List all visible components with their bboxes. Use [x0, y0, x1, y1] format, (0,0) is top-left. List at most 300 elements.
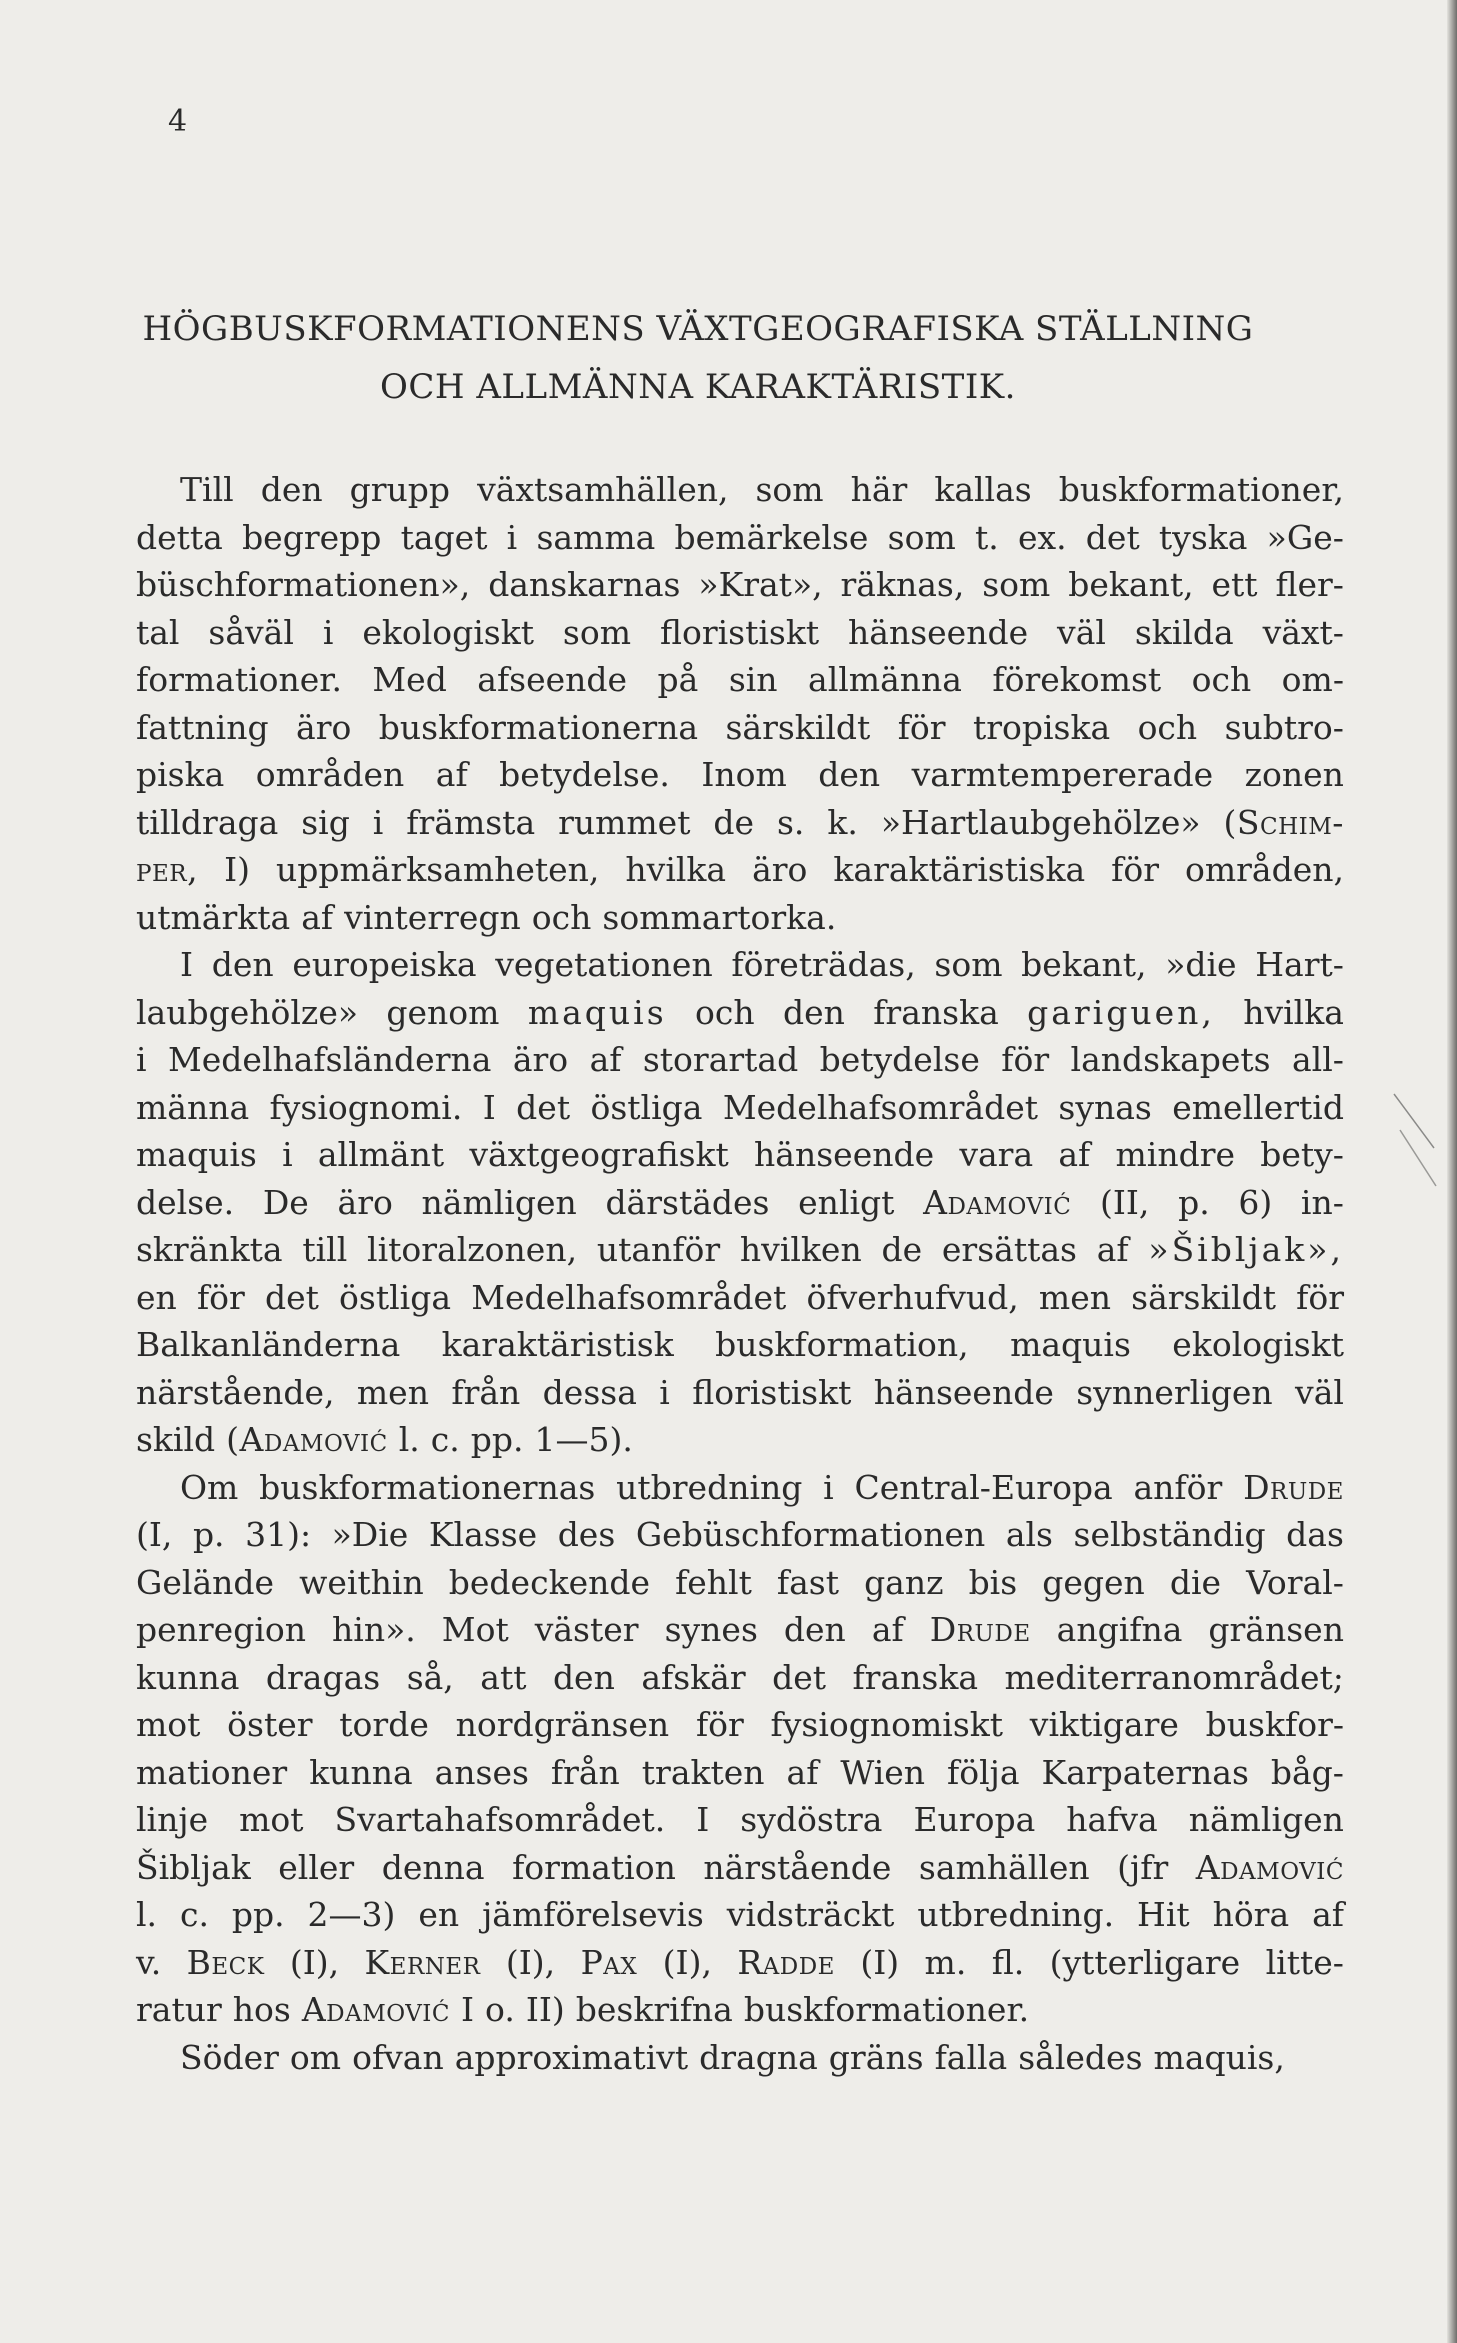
word: allmänt [317, 1135, 445, 1174]
word: i [506, 517, 518, 557]
text-line-32 [136, 1939, 1344, 1987]
word: vara [959, 1135, 1034, 1174]
word: tropiska [972, 707, 1111, 747]
word: des [557, 1515, 616, 1554]
word: äro [512, 1040, 569, 1079]
word: ekologiskt [362, 612, 534, 652]
word: synas [1058, 1087, 1152, 1127]
word: penregion [136, 1610, 307, 1649]
word: das [1286, 1515, 1344, 1554]
word: äro [752, 850, 808, 889]
word: ekologiskt [1172, 1325, 1344, 1364]
word: närstående [703, 1847, 892, 1887]
word: särskildt [725, 707, 871, 747]
word: Inom [701, 755, 787, 794]
word: om- [1281, 660, 1344, 699]
word: väl [1057, 612, 1106, 652]
word: som [934, 945, 1003, 984]
word: Klasse [428, 1515, 538, 1554]
text-line-14 [136, 1084, 1344, 1132]
word: skild [136, 1420, 216, 1459]
word: sommartorka. [602, 897, 837, 937]
text-line-11 [136, 941, 1344, 989]
word: i [136, 1040, 147, 1079]
word: all- [1292, 1040, 1344, 1079]
word: I [482, 1087, 496, 1127]
word: litoralzonen, [367, 1230, 578, 1269]
word: l. [136, 1895, 158, 1934]
word: maquis [1010, 1325, 1131, 1364]
word: bemärkelse [674, 517, 869, 557]
word: p. [1178, 1182, 1210, 1222]
word: (I) [860, 1942, 900, 1982]
text-line-1 [136, 466, 1344, 514]
word: II) [525, 1990, 565, 2029]
word: detta [136, 517, 223, 557]
word: die [1169, 1562, 1222, 1602]
word: bekant, [1068, 565, 1194, 604]
word: hvilka [625, 850, 727, 889]
word: buskformationerna [378, 707, 699, 747]
word: växtsamhällen, [477, 470, 729, 509]
word: laubgehölze» [136, 992, 359, 1032]
word: mediterranområdet; [1004, 1657, 1344, 1697]
word: varmtempererade [911, 755, 1214, 794]
word: Adamović [1195, 1847, 1344, 1887]
word: skränkta [136, 1230, 283, 1269]
word: Om [180, 1467, 239, 1507]
word: t. [974, 517, 999, 557]
word: i [372, 802, 384, 842]
word: büschformationen», [136, 565, 471, 604]
word: gariguen, [1027, 992, 1215, 1032]
word: »Hartlaubgehölze» [880, 802, 1201, 842]
word: piska [136, 755, 225, 794]
word: buskformationernas [259, 1467, 596, 1507]
word: ofvan [352, 2037, 444, 2077]
word: äro [337, 1182, 393, 1222]
word: af [301, 897, 334, 937]
word: Voral- [1246, 1562, 1344, 1602]
word: hänseende [754, 1135, 935, 1174]
word: skilda [1134, 612, 1234, 652]
text-line-7 [136, 751, 1344, 799]
word: (I), [662, 1942, 712, 1982]
word: synes [664, 1610, 758, 1649]
word: (I, [136, 1515, 173, 1554]
word: franska [873, 992, 999, 1032]
word: utbredning. [917, 1895, 1115, 1934]
word: enligt [798, 1182, 895, 1222]
word: I [180, 945, 194, 984]
word: allmänna [808, 660, 962, 699]
text-line-10 [136, 894, 1344, 942]
word: fl. [991, 1942, 1025, 1982]
word: Gelände [136, 1562, 275, 1602]
word: danskarnas [488, 565, 681, 604]
word: gräns [828, 2037, 924, 2077]
word: tyska [1158, 517, 1248, 557]
word: v. [136, 1942, 162, 1982]
text-line-21 [136, 1416, 1344, 1464]
word: 1—5). [534, 1420, 633, 1459]
word: männa [136, 1087, 250, 1127]
text-line-31 [136, 1891, 1344, 1939]
word: det [264, 1277, 319, 1317]
word: i [322, 612, 334, 652]
word: båg- [1270, 1752, 1344, 1792]
word: bis [968, 1562, 1018, 1602]
word: buskformationer, [1058, 470, 1344, 509]
word: betydelse. [499, 755, 670, 794]
word: l. [398, 1420, 420, 1459]
text-line-24 [136, 1559, 1344, 1607]
word: växtgeografiskt [469, 1135, 729, 1174]
word: utmärkta [136, 897, 291, 937]
word: dragna [699, 2037, 818, 2077]
word: från [550, 1752, 620, 1792]
word: ersättas [941, 1230, 1077, 1269]
word: hänseende [873, 1372, 1054, 1412]
word: som [982, 565, 1051, 604]
word: af [1312, 1895, 1344, 1934]
word: Medelhafsområdet [722, 1087, 1038, 1127]
word: Europa [913, 1800, 1036, 1839]
word: fattning [136, 707, 269, 747]
text-line-22 [136, 1464, 1344, 1512]
word: Mot [441, 1610, 509, 1649]
word: als [1005, 1515, 1053, 1554]
word: den [211, 945, 274, 984]
text-line-17 [136, 1226, 1344, 1274]
text-line-28 [136, 1749, 1344, 1797]
word: räknas, [840, 565, 965, 604]
word: Drude [929, 1610, 1031, 1649]
word: för [1111, 850, 1159, 889]
word: särskildt [1131, 1277, 1276, 1317]
word: weithin [299, 1562, 424, 1602]
word: sig [301, 802, 350, 842]
word: formation [512, 1847, 676, 1887]
word: af [1058, 1135, 1091, 1174]
word: 31): [245, 1515, 312, 1554]
word: k. [827, 802, 858, 842]
word: dessa [542, 1372, 637, 1412]
word: genom [386, 992, 500, 1032]
word: Pax [580, 1942, 638, 1982]
word: väl [1295, 1372, 1344, 1412]
word: Hit [1137, 1895, 1190, 1934]
word: öfverhufvud, [806, 1277, 1019, 1317]
word: gegen [1042, 1562, 1145, 1602]
text-line-8 [136, 799, 1344, 847]
word: den [782, 992, 845, 1032]
word: floristiskt [659, 612, 820, 652]
word: här [850, 470, 908, 509]
word: fysiognomi. [269, 1087, 463, 1127]
text-line-16 [136, 1179, 1344, 1227]
word: (II, [1099, 1182, 1150, 1222]
word: 6) [1238, 1182, 1273, 1222]
word: den [783, 1610, 846, 1649]
word: som [755, 470, 824, 509]
word: företrädas, [731, 945, 916, 984]
word: formationer. [136, 660, 342, 699]
text-line-3 [136, 561, 1344, 609]
text-line-33 [136, 1986, 1344, 2034]
word: buskformation, [715, 1325, 969, 1364]
word: falla [934, 2037, 1008, 2077]
word: om [289, 2037, 342, 2077]
word: för [196, 1277, 245, 1317]
word: anför [1133, 1467, 1223, 1507]
word: »die [1165, 945, 1237, 984]
word: jämförelsevis [482, 1895, 704, 1934]
text-line-6 [136, 704, 1344, 752]
word: ex. [1017, 517, 1067, 557]
word: eller [278, 1847, 355, 1887]
word: därstädes [605, 1182, 770, 1222]
word: europeiska [292, 945, 477, 984]
word: c. [430, 1420, 460, 1459]
text-line-34 [136, 2034, 1344, 2082]
word: gränsen [1208, 1610, 1344, 1649]
text-line-26 [136, 1654, 1344, 1702]
word: och [695, 992, 755, 1032]
word: Drude [1243, 1467, 1344, 1507]
word: landskapets [1070, 1040, 1271, 1079]
text-line-25 [136, 1606, 1344, 1654]
word: Central-Europa [854, 1467, 1113, 1507]
word: maquis, [1153, 2037, 1285, 2077]
word: således [1018, 2037, 1143, 2077]
word: betydelse [819, 1040, 980, 1079]
word: tal [136, 612, 180, 652]
word: men [1038, 1277, 1111, 1317]
word: vinterregn [344, 897, 521, 937]
word: litte- [1265, 1942, 1344, 1982]
word: storartad [642, 1040, 799, 1079]
heading-line-1: HÖGBUSKFORMATIONENS VÄXTGEOGRAFISKA STÄLLNING [142, 309, 1254, 349]
word: de [713, 802, 755, 842]
word: o. [485, 1990, 515, 2029]
text-line-27 [136, 1701, 1344, 1749]
word: subtro- [1224, 707, 1344, 747]
word: ganz [864, 1562, 944, 1602]
word: trakten [641, 1752, 765, 1792]
word: af [786, 1752, 819, 1792]
text-line-9 [136, 846, 1344, 894]
word: en [418, 1895, 460, 1934]
word: för [897, 707, 946, 747]
text-line-23 [136, 1511, 1344, 1559]
word: hin». [332, 1610, 416, 1649]
word: hvilken [739, 1230, 862, 1269]
text-line-2 [136, 514, 1344, 562]
word: m. [924, 1942, 967, 1982]
word: per, [136, 850, 199, 889]
word: områden [255, 755, 405, 794]
word: hafva [1066, 1800, 1158, 1839]
word: (Adamović [226, 1420, 388, 1459]
word: samhällen [918, 1847, 1090, 1887]
word: fehlt [675, 1562, 752, 1602]
word: fysiognomiskt [770, 1705, 1004, 1744]
text-line-5 [136, 656, 1344, 704]
word: i [823, 1467, 834, 1507]
word: karaktäristisk [441, 1325, 674, 1364]
word: af [871, 1610, 904, 1649]
word: »Die [331, 1515, 409, 1554]
word: linje [136, 1800, 209, 1839]
word: Söder [180, 2037, 279, 2077]
word: såväl [208, 612, 294, 652]
word: rummet [558, 802, 691, 842]
word: De [262, 1182, 309, 1222]
word: till [302, 1230, 348, 1269]
word: hvilka [1243, 992, 1344, 1032]
word: Gebüschformationen [635, 1515, 986, 1554]
word: I) [224, 850, 250, 889]
word: främsta [406, 802, 536, 842]
word: Balkanländerna [136, 1325, 401, 1364]
chapter-heading [128, 300, 1268, 416]
heading-line-2: OCH ALLMÄNNA KARAKTÄRISTIK. [380, 367, 1016, 407]
word: 2—3) [307, 1895, 396, 1934]
text-line-30 [136, 1844, 1344, 1892]
word: så, [406, 1657, 454, 1697]
word: (ytterligare [1049, 1942, 1241, 1982]
word: kunna [309, 1752, 413, 1792]
word: Karpaternas [1041, 1752, 1249, 1792]
word: det [1085, 517, 1140, 557]
word: denna [381, 1847, 485, 1887]
word: den [552, 1657, 615, 1697]
word: bekant, [1021, 945, 1147, 984]
word: Adamović [923, 1182, 1072, 1222]
word: hänseende [848, 612, 1029, 652]
word: vidsträckt [726, 1895, 895, 1934]
word: Šibljak [136, 1847, 251, 1887]
word: I [461, 1990, 475, 2029]
word: höra [1212, 1895, 1290, 1934]
word: pp. [231, 1895, 285, 1934]
word: väster [534, 1610, 639, 1649]
word: zonen [1244, 755, 1344, 794]
word: som [887, 517, 956, 557]
word: synnerligen [1076, 1372, 1273, 1412]
word: dragas [265, 1657, 381, 1697]
word: från [451, 1372, 521, 1412]
word: mindre [1115, 1135, 1235, 1174]
word: mot [239, 1800, 304, 1839]
word: delse. [136, 1182, 235, 1222]
word: och [531, 897, 592, 937]
word: kallas [934, 470, 1032, 509]
text-line-13 [136, 1036, 1344, 1084]
word: för [695, 1705, 744, 1744]
text-line-19 [136, 1321, 1344, 1369]
word: Medelhafsländerna [167, 1040, 492, 1079]
word: (jfr [1117, 1847, 1169, 1887]
word: det [516, 1087, 571, 1127]
word: approximativt [454, 2037, 689, 2077]
word: nordgränsen [455, 1705, 670, 1744]
word: emellertid [1172, 1087, 1344, 1127]
word: franska [852, 1657, 978, 1697]
text-line-18 [136, 1274, 1344, 1322]
word: in- [1300, 1182, 1344, 1222]
text-line-29 [136, 1796, 1344, 1844]
word: närstående, [136, 1372, 335, 1412]
word: Med [372, 660, 447, 699]
word: hos [232, 1990, 291, 2029]
word: äro [296, 707, 352, 747]
word: maquis [527, 992, 667, 1032]
word: fast [776, 1562, 840, 1602]
word: anses [434, 1752, 529, 1792]
word: tilldraga [136, 802, 279, 842]
word: på [657, 660, 699, 699]
word: områden, [1184, 850, 1344, 889]
body-text [136, 466, 1344, 2081]
word: Beck [186, 1942, 265, 1982]
word: utbredning [616, 1467, 803, 1507]
word: taget [400, 517, 488, 557]
word: Medelhafsområdet [471, 1277, 787, 1317]
word: i [659, 1372, 670, 1412]
word: östliga [339, 1277, 452, 1317]
word: och [1191, 660, 1252, 699]
word: maquis [136, 1135, 257, 1174]
word: de [881, 1230, 923, 1269]
word: Wien [840, 1752, 926, 1792]
page-edge-shadow [1447, 0, 1457, 2343]
word: c. [179, 1895, 209, 1934]
word: »Šibljak», [1148, 1230, 1344, 1269]
word: i [282, 1135, 293, 1174]
word: utanför [596, 1230, 721, 1269]
margin-pencil-mark [1390, 1090, 1440, 1190]
word: mot [136, 1705, 201, 1744]
word: vegetationen [495, 945, 713, 984]
word: Svartahafsområdet. [334, 1800, 666, 1839]
word: Radde [737, 1942, 835, 1982]
word: p. [192, 1515, 225, 1554]
word: begrepp [242, 517, 382, 557]
word: en [136, 1277, 177, 1317]
word: af [435, 755, 468, 794]
word: viktigare [1029, 1705, 1179, 1744]
word: afseende [477, 660, 628, 699]
word: men [356, 1372, 429, 1412]
word: följa [947, 1752, 1020, 1792]
text-line-20 [136, 1369, 1344, 1417]
word: ratur [136, 1990, 222, 2029]
word: Adamović [301, 1990, 450, 2029]
word: Kerner [364, 1942, 481, 1982]
word: (I), [505, 1942, 556, 1982]
word: att [480, 1657, 527, 1697]
text-line-15 [136, 1131, 1344, 1179]
word: buskfor- [1205, 1705, 1344, 1744]
word: fler- [1275, 565, 1344, 604]
word: »Ge- [1266, 517, 1344, 557]
word: angifna [1056, 1610, 1183, 1649]
word: förekomst [992, 660, 1162, 699]
word: buskformationer. [743, 1990, 1030, 2029]
word: för [1296, 1277, 1344, 1317]
